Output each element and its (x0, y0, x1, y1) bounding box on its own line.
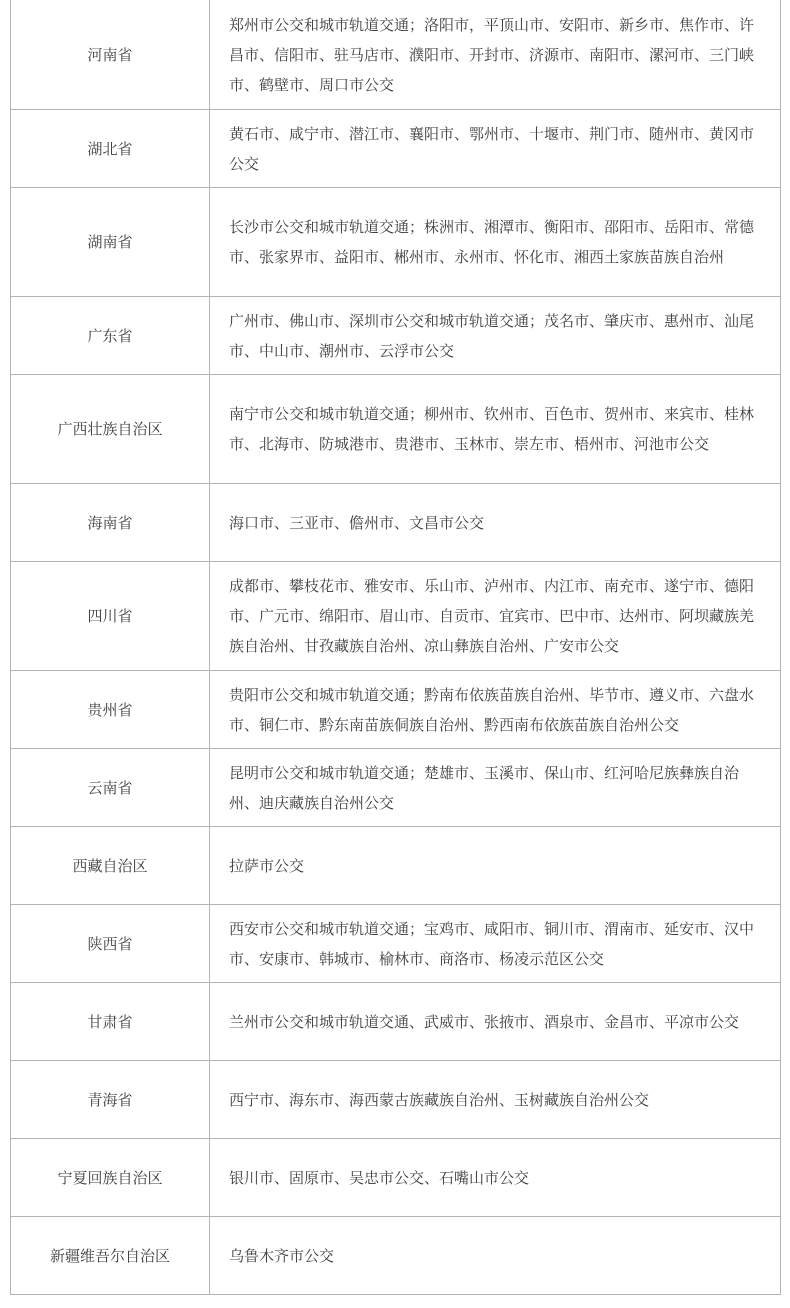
table-row (11, 749, 781, 827)
province-cell: 海南省 (11, 484, 210, 562)
cities-cell: 贵阳市公交和城市轨道交通；黔南布依族苗族自治州、毕节市、遵义市、六盘水市、铜仁市、黔东南苗族侗族自治州、黔西南布依族苗族自治州公交 (210, 671, 781, 749)
province-city-table (10, 0, 781, 1295)
cities-cell: 黄石市、咸宁市、潜江市、襄阳市、鄂州市、十堰市、荆门市、随州市、黄冈市公交 (210, 110, 781, 188)
cities-cell: 拉萨市公交 (210, 827, 781, 905)
table-row (11, 188, 781, 297)
province-cell: 宁夏回族自治区 (11, 1139, 210, 1217)
table-row (11, 484, 781, 562)
province-cell: 贵州省 (11, 671, 210, 749)
table-row (11, 1061, 781, 1139)
province-cell: 陕西省 (11, 905, 210, 983)
cities-cell: 西安市公交和城市轨道交通；宝鸡市、咸阳市、铜川市、渭南市、延安市、汉中市、安康市、韩城市、榆林市、商洛市、杨凌示范区公交 (210, 905, 781, 983)
province-cell: 甘肃省 (11, 983, 210, 1061)
province-cell: 湖南省 (11, 188, 210, 297)
province-cell: 河南省 (11, 1, 210, 110)
cities-cell: 海口市、三亚市、儋州市、文昌市公交 (210, 484, 781, 562)
cities-cell: 广州市、佛山市、深圳市公交和城市轨道交通；茂名市、肇庆市、惠州市、汕尾市、中山市、潮州市、云浮市公交 (210, 297, 781, 375)
table-row (11, 905, 781, 983)
table-row (11, 562, 781, 671)
cities-cell: 昆明市公交和城市轨道交通；楚雄市、玉溪市、保山市、红河哈尼族彝族自治州、迪庆藏族自治州公交 (210, 749, 781, 827)
province-cell: 四川省 (11, 562, 210, 671)
table-row (11, 1, 781, 110)
cities-cell: 西宁市、海东市、海西蒙古族藏族自治州、玉树藏族自治州公交 (210, 1061, 781, 1139)
province-cell: 广东省 (11, 297, 210, 375)
province-cell: 西藏自治区 (11, 827, 210, 905)
table-row (11, 1217, 781, 1295)
table-row (11, 110, 781, 188)
table-row (11, 297, 781, 375)
table-row (11, 671, 781, 749)
cities-cell: 银川市、固原市、吴忠市公交、石嘴山市公交 (210, 1139, 781, 1217)
cities-cell: 长沙市公交和城市轨道交通；株洲市、湘潭市、衡阳市、邵阳市、岳阳市、常德市、张家界市、益阳市、郴州市、永州市、怀化市、湘西土家族苗族自治州 (210, 188, 781, 297)
table-row (11, 1139, 781, 1217)
table-row (11, 827, 781, 905)
table-row (11, 983, 781, 1061)
cities-cell: 兰州市公交和城市轨道交通、武威市、张掖市、酒泉市、金昌市、平凉市公交 (210, 983, 781, 1061)
province-cell: 云南省 (11, 749, 210, 827)
cities-cell: 郑州市公交和城市轨道交通；洛阳市，平顶山市、安阳市、新乡市、焦作市、许昌市、信阳市、驻马店市、濮阳市、开封市、济源市、南阳市、漯河市、三门峡市、鹤壁市、周口市公交 (210, 1, 781, 110)
cities-cell: 乌鲁木齐市公交 (210, 1217, 781, 1295)
province-cell: 广西壮族自治区 (11, 375, 210, 484)
province-cell: 湖北省 (11, 110, 210, 188)
province-cell: 新疆维吾尔自治区 (11, 1217, 210, 1295)
province-cell: 青海省 (11, 1061, 210, 1139)
table-row (11, 375, 781, 484)
cities-cell: 成都市、攀枝花市、雅安市、乐山市、泸州市、内江市、南充市、遂宁市、德阳市、广元市、绵阳市、眉山市、自贡市、宜宾市、巴中市、达州市、阿坝藏族羌族自治州、甘孜藏族自治州、凉山彝族自治州、广安市公交 (210, 562, 781, 671)
cities-cell: 南宁市公交和城市轨道交通；柳州市、钦州市、百色市、贺州市、来宾市、桂林市、北海市、防城港市、贵港市、玉林市、崇左市、梧州市、河池市公交 (210, 375, 781, 484)
